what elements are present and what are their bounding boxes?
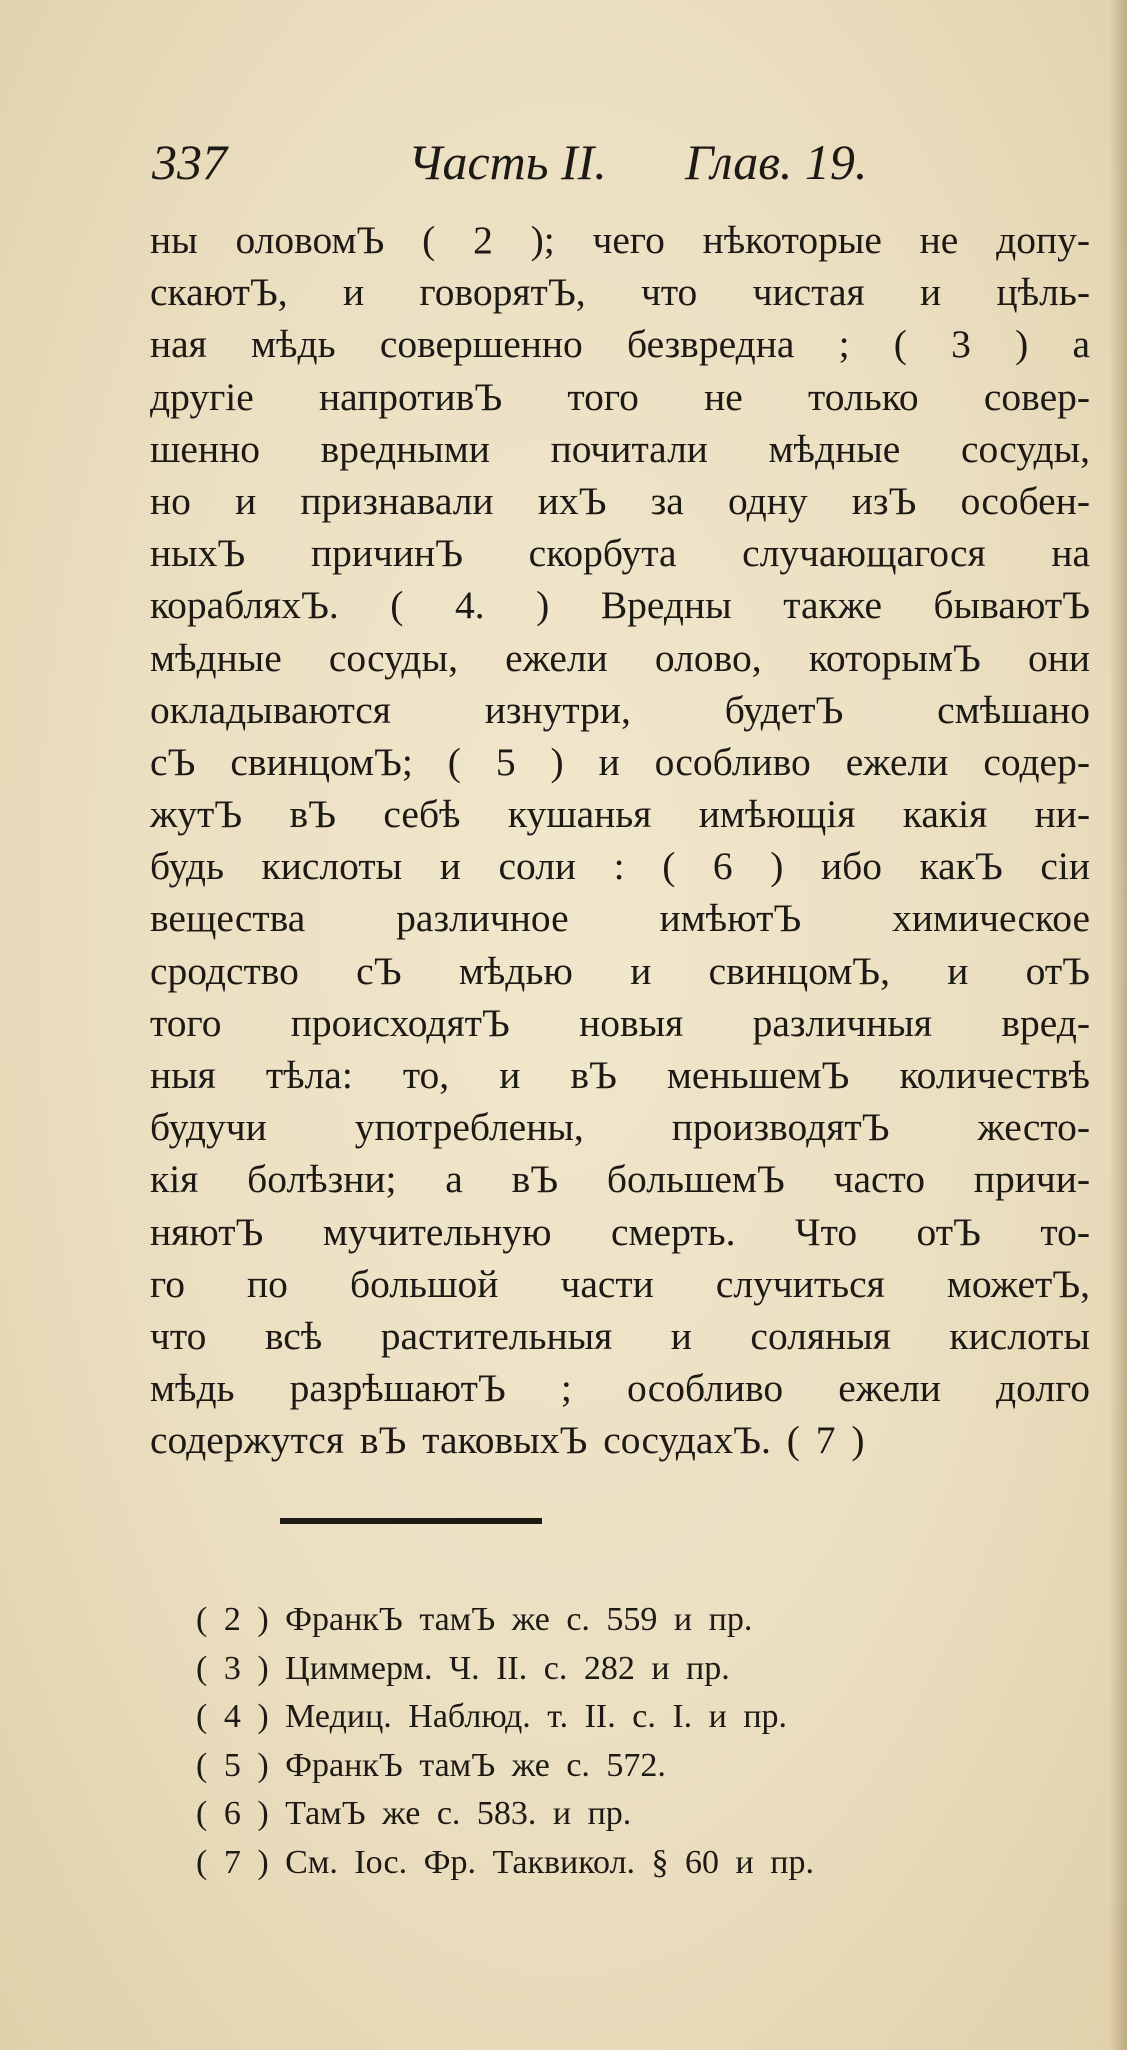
body-text xyxy=(150,214,1090,1467)
text-line: содержутся вЪ таковыхЪ сосудахЪ. ( 7 ) xyxy=(150,1418,865,1463)
footnote: ( 5 ) ФранкЪ тамЪ же с. 572. xyxy=(196,1746,666,1784)
text-line: но и признавали ихЪ за одну изЪ особен- xyxy=(150,478,1090,523)
footnote: ( 6 ) ТамЪ же с. 583. и пр. xyxy=(196,1795,632,1832)
text-line: сродство сЪ мѣдью и свинцомЪ, и отЪ xyxy=(150,948,1090,993)
text-line: кія болѣзни; а вЪ большемЪ часто причи- xyxy=(150,1157,1090,1202)
text-line: скаютЪ, и говорятЪ, что чистая и цѣль- xyxy=(150,270,1090,315)
text-line: жутЪ вЪ себѣ кушанья имѣющія какія ни- xyxy=(150,792,1090,837)
running-title: Часть II. xyxy=(408,134,607,190)
text-line: го по большой части случиться можетЪ, xyxy=(150,1261,1090,1306)
text-line: ная мѣдь совершенно безвредна ; ( 3 ) а xyxy=(150,322,1090,367)
text-line: няютЪ мучительную смерть. Что отЪ то- xyxy=(150,1209,1090,1254)
page-number: 337 xyxy=(152,134,227,190)
text-line: ныя тѣла: то, и вЪ меньшемЪ количествѣ xyxy=(150,1053,1090,1097)
text-line: будь кислоты и соли : ( 6 ) ибо какЪ сіи xyxy=(150,844,1090,889)
text-line: шенно вредными почитали мѣдные сосуды, xyxy=(150,426,1090,471)
text-line: мѣдь разрѣшаютЪ ; особливо ежели долго xyxy=(150,1366,1090,1411)
text-line: будучи употреблены, производятЪ жесто- xyxy=(150,1105,1090,1150)
text-line: мѣдные сосуды, ежели олово, которымЪ они xyxy=(150,635,1090,680)
running-header xyxy=(150,132,950,192)
text-line: окладываются изнутри, будетЪ смѣшано xyxy=(150,687,1090,732)
text-line: другіе напротивЪ того не только совер- xyxy=(150,374,1090,419)
footnotes xyxy=(196,1596,1016,1887)
text-line: ны оловомЪ ( 2 ); чего нѣкоторые не допу- xyxy=(150,218,1090,262)
footnote: ( 2 ) ФранкЪ тамЪ же с. 559 и пр. xyxy=(196,1601,753,1638)
text-line: того происходятЪ новыя различныя вред- xyxy=(150,1000,1090,1045)
text-line: сЪ свинцомЪ; ( 5 ) и особливо ежели содер- xyxy=(150,739,1090,784)
footnote-divider xyxy=(280,1518,542,1524)
page-edge-shadow xyxy=(1109,0,1127,2050)
chapter-label: Глав. 19. xyxy=(685,134,868,190)
footnote: ( 7 ) См. Іос. Фр. Таквикол. § 60 и пр. xyxy=(196,1843,814,1881)
footnote: ( 3 ) Циммерм. Ч. II. с. 282 и пр. xyxy=(196,1649,730,1687)
text-line: что всѣ растительныя и соляныя кислоты xyxy=(150,1313,1090,1358)
text-line: корабляхЪ. ( 4. ) Вредны также бываютЪ xyxy=(150,583,1090,628)
text-line: вещества различное имѣютЪ химическое xyxy=(150,896,1090,941)
text-line: ныхЪ причинЪ скорбута случающагося на xyxy=(150,531,1090,576)
footnote: ( 4 ) Медиц. Наблюд. т. II. с. I. и пр. xyxy=(196,1698,788,1735)
